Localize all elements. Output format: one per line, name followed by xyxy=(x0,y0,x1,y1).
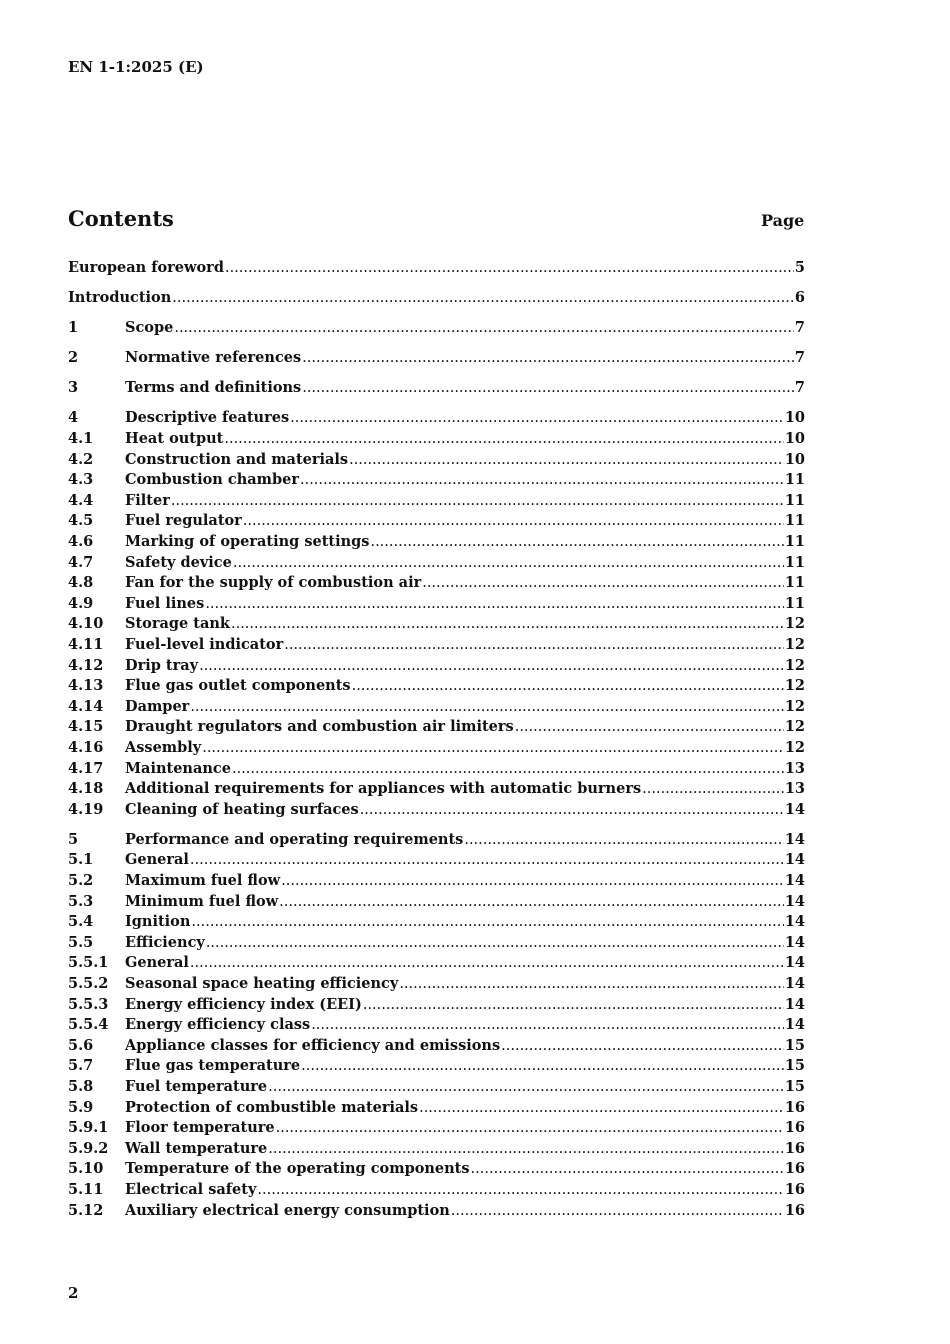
toc-entry-page: 14 xyxy=(784,1016,805,1034)
toc-entry-number: 4.16 xyxy=(68,738,104,756)
toc-entry-page: 14 xyxy=(784,800,805,818)
toc-entry-number: 5.5.1 xyxy=(68,954,109,972)
toc-entry-title: Storage tank xyxy=(125,615,230,633)
toc-entry-number: 5.5.2 xyxy=(68,975,109,992)
toc-entry[interactable] xyxy=(68,1118,805,1139)
toc-dot-leader xyxy=(172,288,794,309)
toc-entry[interactable] xyxy=(68,614,805,635)
toc-entry-page: 13 xyxy=(784,780,805,798)
toc-dot-leader xyxy=(225,258,794,279)
toc-entry-number: 4.1 xyxy=(68,430,94,448)
toc-entry[interactable] xyxy=(68,1159,805,1180)
toc-entry-number: 5.5.3 xyxy=(68,995,109,1013)
toc-entry-title: Assembly xyxy=(125,738,202,756)
toc-entry[interactable] xyxy=(68,676,805,697)
toc-entry[interactable] xyxy=(68,850,805,871)
toc-entry[interactable] xyxy=(68,738,805,759)
toc-entry[interactable] xyxy=(68,779,805,800)
toc-entry-number: 1 xyxy=(68,319,79,337)
toc-entry-number: 5.7 xyxy=(68,1057,94,1075)
toc-entry-number: 3 xyxy=(68,379,79,397)
toc-entry-title: Safety device xyxy=(125,553,232,571)
toc-entry[interactable] xyxy=(68,258,805,279)
toc-entry-page: 14 xyxy=(784,872,805,890)
toc-entry-title: Performance and operating requirements xyxy=(125,830,464,848)
toc-entry[interactable] xyxy=(68,1098,805,1119)
toc-dot-leader xyxy=(199,656,784,677)
toc-entry-page: 11 xyxy=(784,512,805,530)
toc-entry-number: 2 xyxy=(68,349,79,367)
toc-dot-leader xyxy=(349,450,784,471)
toc-entry-title: Appliance classes for efficiency and emissions xyxy=(125,1036,501,1054)
toc-entry-page: 7 xyxy=(794,379,805,397)
toc-dot-leader xyxy=(232,759,784,780)
document-id: EN 1-1:2025 (E) xyxy=(68,58,204,76)
toc-entry[interactable] xyxy=(68,429,805,450)
toc-entry-title: Maximum fuel flow xyxy=(125,872,281,890)
toc-entry-number: 4.9 xyxy=(68,594,94,612)
toc-entry[interactable] xyxy=(68,800,805,821)
page-column-label: Page xyxy=(761,211,805,230)
toc-entry-page: 16 xyxy=(784,1139,805,1157)
toc-dot-leader xyxy=(302,378,794,399)
toc-entry-page: 11 xyxy=(784,574,805,592)
toc-entry-number: 5.5.4 xyxy=(68,1016,109,1034)
toc-dot-leader xyxy=(360,800,784,821)
toc-entry-number: 5 xyxy=(68,830,79,848)
toc-entry-page: 14 xyxy=(784,830,805,848)
toc-entry-page: 14 xyxy=(784,851,805,869)
toc-dot-leader xyxy=(268,1077,784,1098)
toc-entry[interactable] xyxy=(68,697,805,718)
toc-entry[interactable] xyxy=(68,717,805,738)
toc-entry[interactable] xyxy=(68,1015,805,1036)
toc-dot-leader xyxy=(422,573,784,594)
toc-entry-number: 4.4 xyxy=(68,491,94,509)
toc-dot-leader xyxy=(243,511,784,532)
toc-entry[interactable] xyxy=(68,511,805,532)
toc-entry-number: 5.1 xyxy=(68,851,94,869)
toc-entry-title: Scope xyxy=(125,319,174,337)
toc-entry[interactable] xyxy=(68,318,805,339)
toc-entry[interactable] xyxy=(68,553,805,574)
toc-entry[interactable] xyxy=(68,995,805,1016)
toc-entry-page: 16 xyxy=(784,1119,805,1137)
toc-entry[interactable] xyxy=(68,1201,805,1222)
toc-entry-title: Cleaning of heating surfaces xyxy=(125,800,359,818)
toc-entry-number: 4.5 xyxy=(68,512,94,530)
toc-entry[interactable] xyxy=(68,953,805,974)
toc-entry-number: 4.19 xyxy=(68,800,104,818)
toc-entry-number: 5.12 xyxy=(68,1201,104,1219)
toc-entry-title: Damper xyxy=(125,697,190,715)
toc-entry-number: 4.18 xyxy=(68,780,104,798)
toc-entry-title: Temperature of the operating components xyxy=(125,1160,470,1178)
toc-entry-title: Auxiliary electrical energy consumption xyxy=(125,1201,450,1219)
toc-entry-page: 10 xyxy=(784,430,805,448)
toc-entry-number: 4.14 xyxy=(68,697,104,715)
toc-dot-leader xyxy=(174,318,794,339)
toc-entry-title: Energy efficiency class xyxy=(125,1016,311,1034)
toc-entry-page: 11 xyxy=(784,533,805,551)
toc-entry-page: 12 xyxy=(784,656,805,674)
toc-entry[interactable] xyxy=(68,573,805,594)
toc-entry-title: Minimum fuel flow xyxy=(125,892,279,910)
toc-entry-title: Additional requirements for appliances with automatic burners xyxy=(125,780,642,798)
toc-entry-title: Protection of combustible materials xyxy=(125,1098,419,1116)
toc-dot-leader xyxy=(191,912,783,933)
toc-dot-leader xyxy=(419,1098,784,1119)
toc-entry[interactable] xyxy=(68,470,805,491)
toc-entry-title: Terms and definitions xyxy=(125,379,302,397)
toc-dot-leader xyxy=(471,1159,784,1180)
page-number: 2 xyxy=(68,1284,79,1302)
toc-entry[interactable] xyxy=(68,288,805,309)
toc-entry-page: 16 xyxy=(784,1180,805,1198)
toc-entry-title: Normative references xyxy=(125,349,302,367)
toc-entry[interactable] xyxy=(68,974,805,995)
toc-entry-page: 7 xyxy=(794,349,805,367)
toc-entry-title: Energy efficiency index (EEI) xyxy=(125,995,362,1013)
toc-entry-title: Fuel lines xyxy=(125,594,205,612)
toc-entry-number: 4.8 xyxy=(68,574,94,592)
toc-entry-number: 4 xyxy=(68,409,79,427)
toc-entry-title: Marking of operating settings xyxy=(125,533,370,551)
toc-entry[interactable] xyxy=(68,348,805,369)
toc-entry[interactable] xyxy=(68,1036,805,1057)
toc-dot-leader xyxy=(464,830,783,851)
toc-entry[interactable] xyxy=(68,759,805,780)
toc-entry[interactable] xyxy=(68,830,805,851)
toc-entry-page: 11 xyxy=(784,471,805,489)
toc-entry-number: 5.9.1 xyxy=(68,1119,109,1137)
toc-dot-leader xyxy=(399,974,784,995)
toc-entry[interactable] xyxy=(68,378,805,399)
toc-entry-page: 12 xyxy=(784,636,805,653)
toc-dot-leader xyxy=(268,1139,784,1160)
toc-entry-page: 6 xyxy=(794,289,805,307)
toc-entry-page: 15 xyxy=(784,1077,805,1095)
toc-entry-title: Efficiency xyxy=(125,933,205,951)
toc-dot-leader xyxy=(284,635,784,656)
toc-dot-leader xyxy=(311,1015,784,1036)
toc-entry[interactable] xyxy=(68,491,805,512)
toc-entry-page: 14 xyxy=(784,913,805,931)
toc-entry-number: 5.6 xyxy=(68,1036,94,1054)
toc-entry-title: Construction and materials xyxy=(125,450,349,468)
toc-entry-page: 16 xyxy=(784,1160,805,1178)
toc-entry[interactable] xyxy=(68,933,805,954)
toc-entry-number: 4.11 xyxy=(68,636,104,653)
toc-dot-leader xyxy=(190,850,784,871)
toc-dot-leader xyxy=(279,892,784,913)
toc-dot-leader xyxy=(190,697,783,718)
toc-dot-leader xyxy=(205,594,784,615)
toc-entry-page: 11 xyxy=(784,553,805,571)
toc-dot-leader xyxy=(451,1201,784,1222)
toc-entry-page: 14 xyxy=(784,933,805,951)
toc-entry-title: Fan for the supply of combustion air xyxy=(125,574,422,592)
toc-dot-leader xyxy=(352,676,784,697)
toc-entry-page: 12 xyxy=(784,677,805,695)
toc-entry-page: 11 xyxy=(784,491,805,509)
toc-entry[interactable] xyxy=(68,1139,805,1160)
toc-entry-number: 5.9 xyxy=(68,1098,94,1116)
toc-entry-title: Maintenance xyxy=(125,759,231,777)
toc-entry-title: General xyxy=(125,954,189,972)
toc-dot-leader xyxy=(190,953,784,974)
contents-heading: Contents xyxy=(68,206,174,231)
toc-entry[interactable] xyxy=(68,1077,805,1098)
toc-entry[interactable] xyxy=(68,450,805,471)
toc-entry-title: Combustion chamber xyxy=(125,471,299,489)
toc-entry[interactable] xyxy=(68,532,805,553)
toc-entry-page: 12 xyxy=(784,697,805,715)
toc-entry[interactable] xyxy=(68,892,805,913)
toc-dot-leader xyxy=(515,717,784,738)
toc-entry-title: Seasonal space heating efficiency xyxy=(125,975,399,992)
toc-entry-number: 5.9.2 xyxy=(68,1139,109,1157)
toc-entry-number: 4.3 xyxy=(68,471,94,489)
toc-dot-leader xyxy=(171,491,784,512)
toc-dot-leader xyxy=(202,738,784,759)
toc-entry[interactable] xyxy=(68,656,805,677)
toc-entry-page: 15 xyxy=(784,1057,805,1075)
toc-dot-leader xyxy=(233,553,784,574)
toc-entry-page: 14 xyxy=(784,975,805,992)
toc-entry-number: 5.3 xyxy=(68,892,94,910)
toc-entry-number: 4.17 xyxy=(68,759,104,777)
toc-dot-leader xyxy=(206,933,784,954)
toc-dot-leader xyxy=(501,1036,784,1057)
toc-entry-title: Filter xyxy=(125,491,170,509)
toc-entry-title: Introduction xyxy=(68,289,172,307)
toc-entry[interactable] xyxy=(68,635,805,656)
table-of-contents xyxy=(68,258,805,1221)
toc-entry-page: 13 xyxy=(784,759,805,777)
toc-entry-title: Fuel temperature xyxy=(125,1077,268,1095)
toc-dot-leader xyxy=(363,995,784,1016)
toc-dot-leader xyxy=(642,779,784,800)
toc-entry-title: General xyxy=(125,851,189,869)
toc-dot-leader xyxy=(224,429,783,450)
toc-dot-leader xyxy=(281,871,784,892)
toc-entry-number: 5.11 xyxy=(68,1180,104,1198)
toc-entry-number: 4.6 xyxy=(68,533,94,551)
toc-entry-page: 16 xyxy=(784,1098,805,1116)
toc-entry-page: 12 xyxy=(784,615,805,633)
toc-dot-leader xyxy=(257,1180,783,1201)
toc-entry-title: Floor temperature xyxy=(125,1119,275,1137)
toc-entry-title: Descriptive features xyxy=(125,409,290,427)
toc-entry-number: 5.8 xyxy=(68,1077,94,1095)
toc-dot-leader xyxy=(276,1118,784,1139)
toc-entry-number: 4.12 xyxy=(68,656,104,674)
toc-dot-leader xyxy=(300,470,784,491)
toc-entry[interactable] xyxy=(68,1056,805,1077)
toc-entry-title: Heat output xyxy=(125,430,224,448)
toc-entry-title: Fuel-level indicator xyxy=(125,636,284,653)
toc-entry-title: Wall temperature xyxy=(125,1139,268,1157)
toc-entry[interactable] xyxy=(68,408,805,429)
toc-entry-number: 5.10 xyxy=(68,1160,104,1178)
toc-entry[interactable] xyxy=(68,1180,805,1201)
toc-entry-page: 10 xyxy=(784,450,805,468)
toc-entry-number: 4.7 xyxy=(68,553,94,571)
toc-entry-title: Flue gas temperature xyxy=(125,1057,301,1075)
toc-entry-page: 5 xyxy=(794,259,805,276)
toc-entry[interactable] xyxy=(68,871,805,892)
toc-dot-leader xyxy=(302,348,794,369)
toc-dot-leader xyxy=(301,1056,784,1077)
toc-entry-page: 14 xyxy=(784,892,805,910)
toc-entry-title: Electrical safety xyxy=(125,1180,257,1198)
toc-entry[interactable] xyxy=(68,912,805,933)
toc-entry-page: 12 xyxy=(784,718,805,736)
toc-entry-number: 5.5 xyxy=(68,933,94,951)
toc-entry-title: European foreword xyxy=(68,259,224,276)
toc-entry-number: 4.15 xyxy=(68,718,104,736)
toc-entry-number: 4.10 xyxy=(68,615,104,633)
toc-entry-page: 7 xyxy=(794,319,805,337)
toc-entry-page: 14 xyxy=(784,954,805,972)
toc-entry-number: 5.2 xyxy=(68,872,94,890)
toc-entry-page: 10 xyxy=(784,409,805,427)
toc-entry-page: 14 xyxy=(784,995,805,1013)
toc-entry-title: Draught regulators and combustion air limiters xyxy=(125,718,514,736)
toc-entry-page: 16 xyxy=(784,1201,805,1219)
toc-entry-page: 12 xyxy=(784,738,805,756)
toc-entry-number: 4.2 xyxy=(68,450,94,468)
toc-entry-number: 5.4 xyxy=(68,913,94,931)
toc-entry-title: Fuel regulator xyxy=(125,512,242,530)
toc-entry[interactable] xyxy=(68,594,805,615)
toc-entry-page: 15 xyxy=(784,1036,805,1054)
toc-dot-leader xyxy=(290,408,784,429)
toc-dot-leader xyxy=(231,614,784,635)
toc-entry-number: 4.13 xyxy=(68,677,104,695)
toc-dot-leader xyxy=(370,532,783,553)
toc-entry-page: 11 xyxy=(784,594,805,612)
toc-entry-title: Drip tray xyxy=(125,656,199,674)
toc-entry-title: Flue gas outlet components xyxy=(125,677,351,695)
toc-entry-title: Ignition xyxy=(125,913,191,931)
